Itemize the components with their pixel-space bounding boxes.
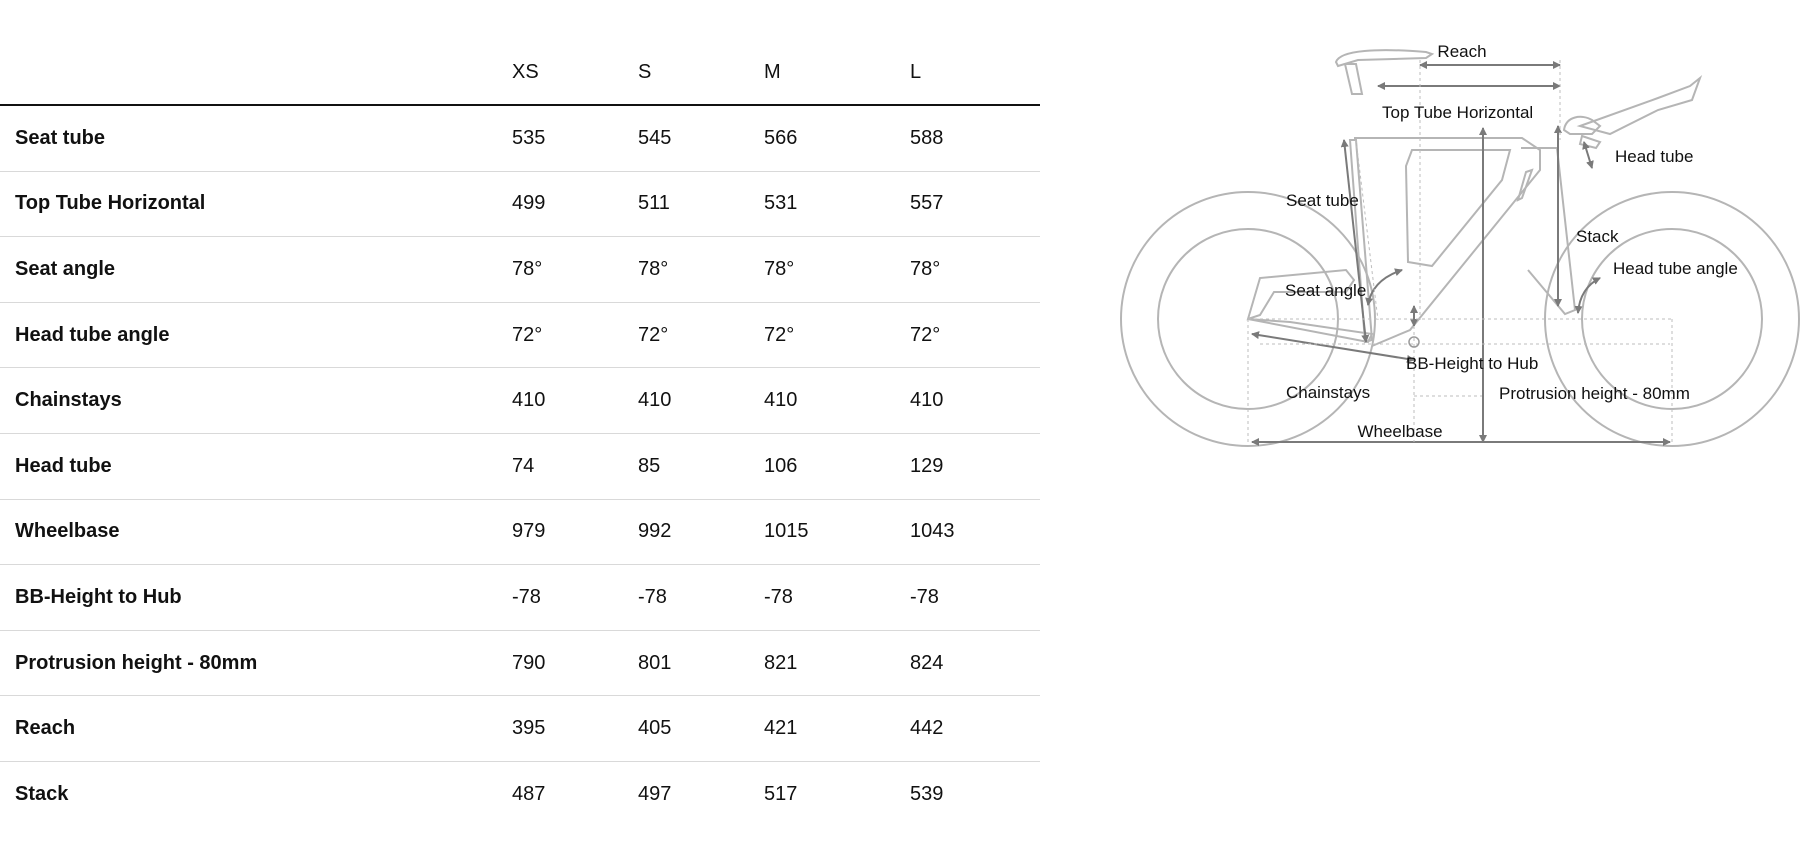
table-row	[0, 368, 1040, 434]
cell-value: 78°	[764, 237, 910, 303]
cell-value: 511	[638, 171, 764, 237]
cell-value: 566	[764, 105, 910, 171]
cell-value: 410	[764, 368, 910, 434]
row-label: Chainstays	[0, 368, 512, 434]
label-protrusion: Protrusion height - 80mm	[1499, 384, 1690, 403]
table-row	[0, 237, 1040, 303]
label-head-tube: Head tube	[1615, 147, 1694, 166]
label-seat-angle: Seat angle	[1285, 281, 1367, 300]
row-label: Wheelbase	[0, 499, 512, 565]
cell-value: 395	[512, 696, 638, 762]
cell-value: 821	[764, 630, 910, 696]
cell-value: 410	[512, 368, 638, 434]
cell-value: 497	[638, 782, 672, 805]
cell-value: 72°	[512, 302, 638, 368]
cell-value: 790	[512, 630, 638, 696]
cell-value: 545	[638, 105, 764, 171]
cell-value: 421	[764, 696, 910, 762]
row-label: Head tube angle	[0, 302, 512, 368]
cell-value: 72°	[638, 302, 764, 368]
diagram-labels	[1285, 42, 1738, 441]
header-blank-cell	[0, 40, 512, 105]
label-seat-tube: Seat tube	[1286, 191, 1359, 210]
cell-value: -78	[910, 565, 1040, 631]
label-chainstays: Chainstays	[1286, 383, 1371, 402]
cell-value: 992	[638, 499, 764, 565]
row-label: Protrusion height - 80mm	[0, 630, 512, 696]
header-size-s: S	[638, 40, 764, 105]
table-row	[0, 761, 1040, 826]
cell-value: 1015	[764, 499, 910, 565]
header-size-m: M	[764, 40, 910, 105]
label-wheelbase: Wheelbase	[1357, 422, 1443, 441]
cell-value: 557	[910, 171, 1040, 237]
table-row	[0, 433, 1040, 499]
table-header-row	[0, 40, 1040, 105]
cell-value: 85	[638, 433, 764, 499]
cell-value: 410	[638, 368, 764, 434]
label-bb-height: BB-Height to Hub	[1406, 354, 1539, 373]
cell-value: -78	[638, 565, 764, 631]
cell-value: 517	[764, 782, 798, 805]
cell-value: 78°	[910, 237, 1040, 303]
cell-value: 74	[512, 433, 638, 499]
cell-value: 539	[910, 782, 944, 805]
cell-value: 531	[764, 171, 910, 237]
bike-geometry-svg	[1110, 30, 1810, 470]
label-head-tube-angle: Head tube angle	[1613, 259, 1738, 278]
cell-value: 129	[910, 433, 1040, 499]
row-label: BB-Height to Hub	[0, 565, 512, 631]
bike-geometry-diagram	[1110, 30, 1810, 470]
cell-value: 801	[638, 630, 764, 696]
cell-value: 824	[910, 630, 1040, 696]
cell-value: 410	[910, 368, 1040, 434]
cell-value: 588	[910, 105, 1040, 171]
cell-value: 405	[638, 696, 764, 762]
row-label: Head tube	[0, 433, 512, 499]
cell-value: 72°	[910, 302, 1040, 368]
cell-value: 78°	[512, 237, 638, 303]
cell-value: -78	[764, 565, 910, 631]
table-row	[0, 565, 1040, 631]
cell-value: 72°	[764, 302, 910, 368]
cell-value: 979	[512, 499, 638, 565]
table-row	[0, 499, 1040, 565]
row-label: Stack	[15, 782, 69, 805]
geometry-table	[0, 40, 1040, 827]
label-reach: Reach	[1437, 42, 1487, 61]
table-row	[0, 105, 1040, 171]
header-size-xs: XS	[512, 40, 638, 105]
cell-value: 1043	[910, 499, 1040, 565]
label-top-tube: Top Tube Horizontal	[1382, 103, 1534, 122]
cell-value: 442	[910, 696, 1040, 762]
cell-value: 106	[764, 433, 910, 499]
row-label: Top Tube Horizontal	[0, 171, 512, 237]
cell-value: 499	[512, 171, 638, 237]
cell-value: 78°	[638, 237, 764, 303]
row-label: Seat angle	[0, 237, 512, 303]
table-row	[0, 171, 1040, 237]
row-label: Seat tube	[0, 105, 512, 171]
label-stack: Stack	[1576, 227, 1619, 246]
table-row	[0, 696, 1040, 762]
table-row	[0, 302, 1040, 368]
row-label: Reach	[0, 696, 512, 762]
cell-value: 487	[512, 782, 546, 805]
table-row	[0, 630, 1040, 696]
cell-value: -78	[512, 565, 638, 631]
header-size-l: L	[910, 40, 1040, 105]
cell-value: 535	[512, 105, 638, 171]
